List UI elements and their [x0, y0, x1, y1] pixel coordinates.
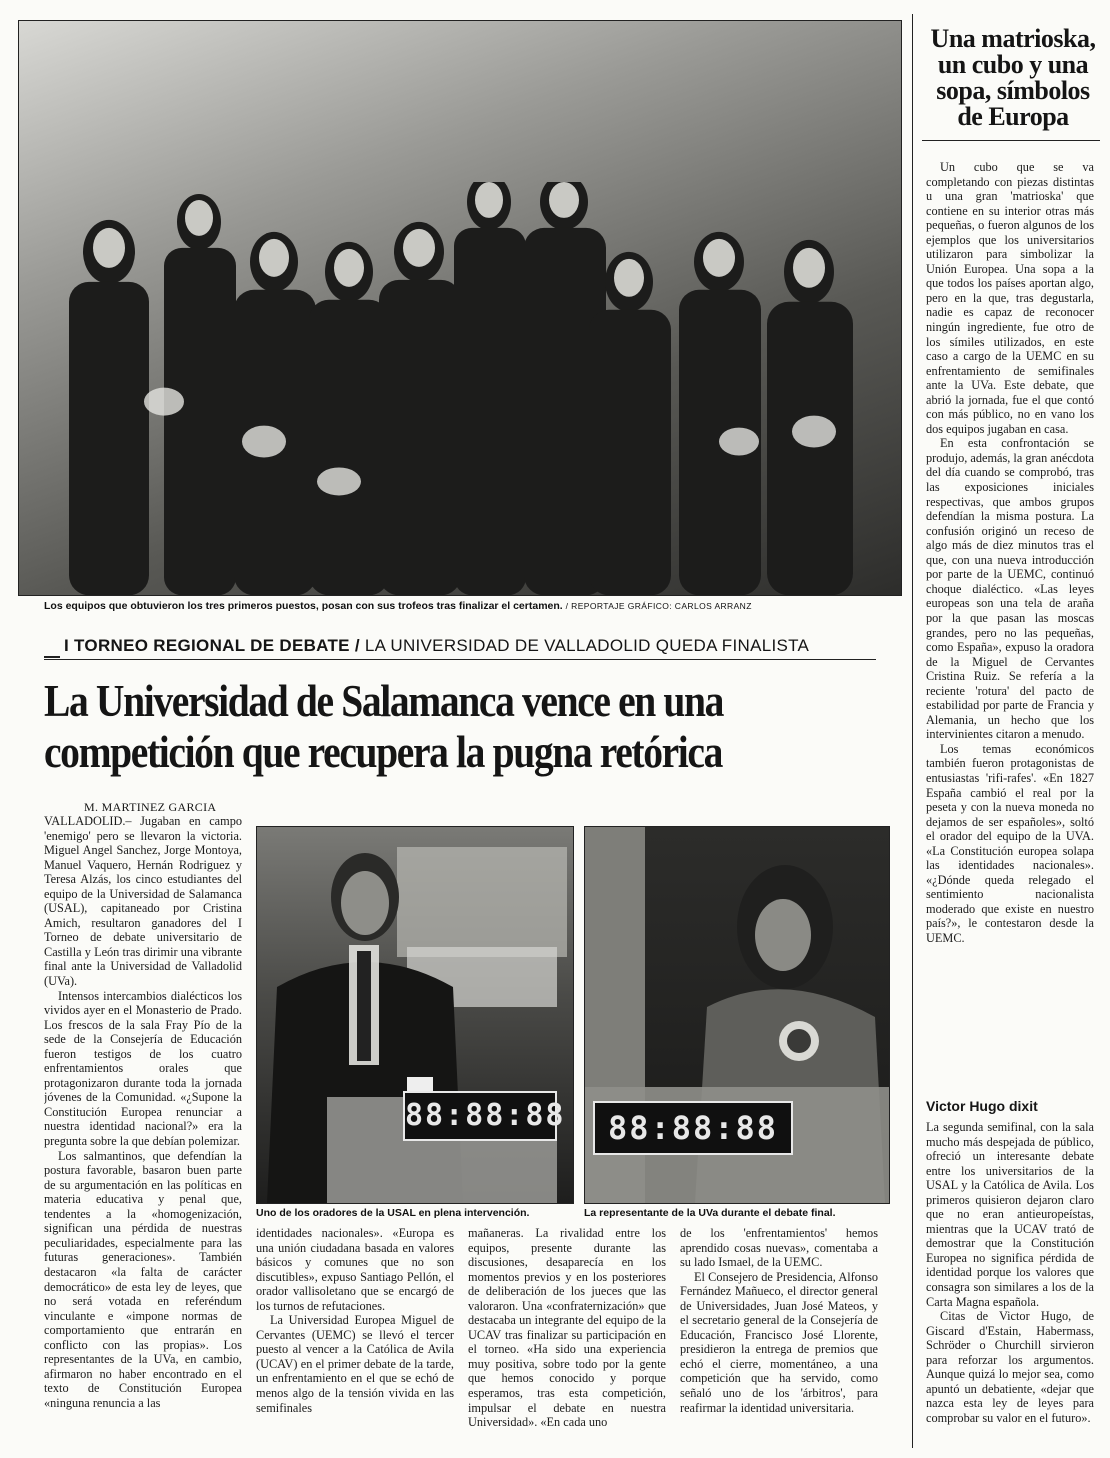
- sidebar-paragraph: La segunda semifinal, con la sala mucho más despejada de público, ofreció un interesante debate entre los universitarios de la USAL y la Católica de Avila. Los primeros quisieron dejaron claro que no eran antieuropeístas, mientras que la UCAV trató de demostrar que la Constitución Europea no significa pérdida de identidad porque los valores que consagra son similares a los de la Carta Magna española.: [926, 1120, 1094, 1309]
- uva-photo-caption: La representante de la UVa durante el debate final.: [584, 1207, 836, 1219]
- headline-line-2: competición que recupera la pugna retórica: [44, 726, 723, 777]
- usal-speaker-silhouette: [257, 827, 573, 1203]
- sidebar-paragraph: Los temas económicos también fueron protagonistas de entusiastas 'rifi-rafes'. «En 1827 España cambió el real por la peseta y con la nueva moneda no dejamos de ser españoles», soltó el orador del equipo de la UVA. «La Constitución europea solapa las identidades nacionales». «¿Dónde queda relegado el sentimiento nacionalista moderado que existe en nuestro país?», le contestaron desde la UEMC.: [926, 741, 1094, 945]
- usal-photo-caption: Uno de los oradores de la USAL en plena intervención.: [256, 1207, 530, 1219]
- uva-speaker-timer: 88:88:88: [593, 1101, 793, 1155]
- kicker-separator: /: [354, 636, 360, 655]
- sidebar-subhead: Victor Hugo dixit: [926, 1098, 1038, 1114]
- article-paragraph: VALLADOLID.– Jugaban en campo 'enemigo' pero se llevaron la victoria. Miguel Angel Sanchez, Jorge Montoya, Manuel Vaquero, Hernán Rodriguez y Teresa Alzás, los cinco estudiantes del equipo de la Universidad de Salamanca (USAL), capitaneado por Cristina Amich, resultaron ganadores del I Torneo de debate universitario de Castilla y León tras dirimir una vibrante final ante la Universidad de Valladolid (UVa).: [44, 814, 242, 989]
- article-column-3: [468, 1226, 666, 1448]
- sidebar-title-rule: [922, 140, 1100, 141]
- kicker-section: I TORNEO REGIONAL DE DEBATE: [64, 636, 350, 655]
- kicker-underline: [44, 659, 876, 660]
- top-photo-caption: [44, 600, 904, 613]
- article-column-1: [44, 814, 242, 1448]
- kicker-rule: [44, 656, 60, 658]
- usal-speaker-timer: 88:88:88: [403, 1091, 557, 1141]
- headline-line-1: La Universidad de Salamanca vence en una: [44, 675, 724, 726]
- headline: [44, 675, 723, 777]
- article-paragraph: El Consejero de Presidencia, Alfonso Fernández Mañueco, el director general de Universidades, Juan José Mateos, y el secretario general de la Consejería de Educación, Francisco José Llorente, presidieron la entrega de premios que echó el cierre, momentáneo, a una competición que ha servido, como señaló uno de los 'árbitros', para reafirmar la identidad universitaria.: [680, 1269, 878, 1415]
- top-photo-caption-text: Los equipos que obtuvieron los tres primeros puestos, posan con sus trofeos tras finalizar el certamen.: [44, 600, 563, 612]
- team-silhouettes: [19, 182, 901, 595]
- sidebar-body: [926, 160, 1094, 1080]
- kicker-topic: LA UNIVERSIDAD DE VALLADOLID QUEDA FINALISTA: [364, 636, 810, 655]
- article-column-4: [680, 1226, 878, 1448]
- kicker: [64, 636, 809, 656]
- team-group-photo: [18, 20, 902, 596]
- sidebar-divider: [912, 14, 913, 1448]
- article-paragraph: Los salmantinos, que defendían la postura favorable, basaron buen parte de su argumentación en las políticas en materia educativa y penal que, tendentes a la «homogenización, significan una pérdida de nuestras peculiaridades, especialmente para las futuras generaciones». También destacaron «la falta de carácter democrático» de esta ley de leyes, que no será votada en referéndum vinculante e «impone normas de comportamiento que entrarán en conflicto con las propias». Los representantes de la UVa, en cambio, afirmaron no haber encontrado en el texto de Constitución Europea «ninguna renuncia a las: [44, 1148, 242, 1410]
- sidebar-paragraph: En esta confrontación se produjo, además, la gran anécdota del día cuando se comprobó, tras las exposiciones iniciales respectivas, que ambos grupos defendían la misma postura. La confusión originó un receso de algo más de diez minutos tras el que, con una nueva introducción por parte de la UEMC, continuó choque dialéctico. «Las leyes europeas son una tela de araña por la que pasan las moscas grandes, pero no las pequeñas, como España», expuso la oradora de la Miguel de Cervantes Cristina Ruiz. Se refería a la reciente 'rotura' del pacto de estabilidad por parte de Francia y Alemania, un hecho que los intervinientes citaron a menudo.: [926, 436, 1094, 742]
- sidebar-paragraph: Un cubo que se va completando con piezas distintas u una gran 'matrioska' que contiene en su interior otras más pequeñas, o fueron algunos de los ejemplos que los universitarios utilizaron para simbolizar la Unión Europea. Una sopa a la que todos los países aportan algo, pero en la que, tras degustarla, nadie es capaz de reconocer ningún ingrediente, fue otro de los símiles utilizados, en este caso a cargo de la UEMC en su enfrentamiento de semifinales ante la UVa. Este debate, que abrió la jornada, fue el que contó con más público, no en vano los dos equipos jugaban en casa.: [926, 160, 1094, 436]
- article-paragraph: mañaneras. La rivalidad entre los equipos, presente durante las discusiones, desaparecía en los momentos previos y en los posteriores de deliberación de los jueces que las valoraron. Una «confraternización» que destacaba un integrante del equipo de la UCAV tras finalizar su participación en el torneo. «Ha sido una experiencia muy positiva, sobre todo por la gente que hemos conocido y porque esperamos, tras esta competición, impulsar el debate en nuestra Universidad». «En cada uno: [468, 1226, 666, 1430]
- top-photo-credit: / REPORTAJE GRÁFICO: CARLOS ARRANZ: [565, 601, 752, 611]
- article-column-2: [256, 1226, 454, 1448]
- article-paragraph: Intensos intercambios dialécticos los vividos ayer en el Monasterio de Prado. Los frescos de la sala Fray Pío de la sede de la Consejería de Educación fueron testigos de los cuatro enfrentamientos orales que protagonizaron durante toda la jornada jóvenes de la Comunidad. «¿Supone la Constitución Europea renunciar a nuestra identidad nacional?» era la pregunta sobre la que debían polemizar.: [44, 988, 242, 1149]
- article-paragraph: de los 'enfrentamientos' hemos aprendido cosas nuevas», comentaba a su lado Ismael, de la UEMC.: [680, 1226, 878, 1270]
- article-paragraph: La Universidad Europea Miguel de Cervantes (UEMC) se llevó el tercer puesto al vencer a la Católica de Avila (UCAV) en el primer debate de la tarde, un enfrentamiento en el que se echó de menos algo de la tensión vivida en las semifinales: [256, 1313, 454, 1415]
- sidebar-paragraph: Citas de Victor Hugo, de Giscard d'Estain, Habermass, Schröder o Churchill sirvieron para reforzar los argumentos. Aunque quizá lo mejor sea, como apuntó un debatiente, «dejar que nazca esta ley de leyes para comprobar su valor en el futuro».: [926, 1309, 1094, 1425]
- usal-speaker-photo: [256, 826, 574, 1204]
- sidebar-body-2: [926, 1120, 1094, 1448]
- article-paragraph: identidades nacionales». «Europa es una unión ciudadana basada en valores básicos y comunes que no son discutibles», expuso Santiago Pellón, el orador vallisoletano que se encargó de los turnos de refutaciones.: [256, 1226, 454, 1313]
- byline: M. MARTINEZ GARCIA: [84, 800, 217, 814]
- uva-speaker-photo: [584, 826, 890, 1204]
- sidebar-title: Una matrioska, un cubo y una sopa, símbolos de Europa: [930, 24, 1096, 131]
